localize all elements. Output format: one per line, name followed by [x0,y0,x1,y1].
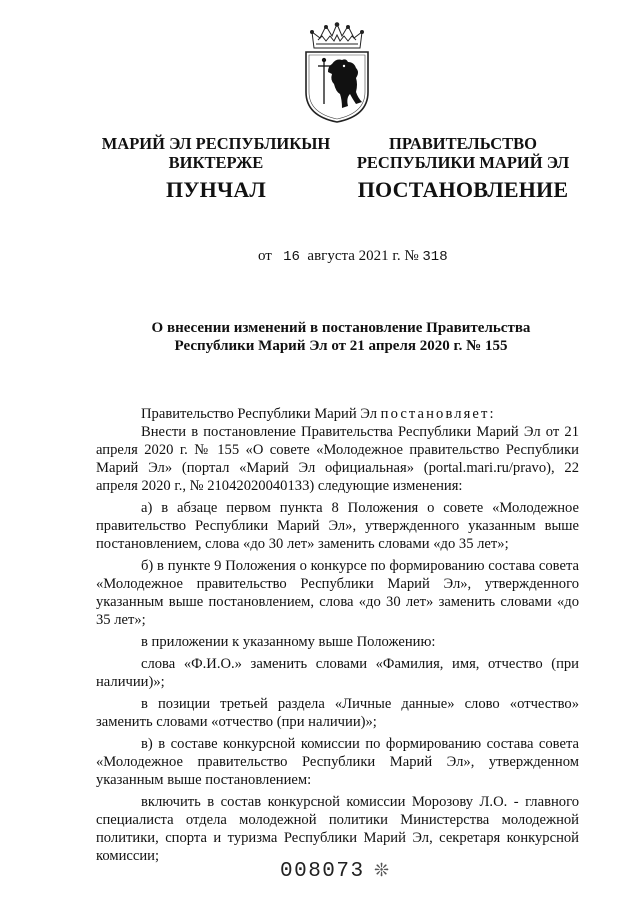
header-left-title: ПУНЧАЛ [166,177,266,202]
paragraph-fio: слова «Ф.И.О.» заменить словами «Фамилия, имя, отчество (при наличии)»; [96,656,579,690]
stamp-star-icon: ❊ [374,860,390,880]
title-line2: Республики Марий Эл от 21 апреля 2020 г. № 155 [174,338,508,354]
document-number: 318 [422,249,448,265]
date-month-year: августа 2021 г. № [307,248,419,264]
header-left-line1: МАРИЙ ЭЛ РЕСПУБЛИКЫН [101,134,331,153]
paragraph-personal-data: в позиции третьей раздела «Личные данные» слово «отчество» заменить словами «отчество (при наличии)»; [96,696,579,730]
preamble-text: Правительство Республики Марий Эл [141,406,381,422]
date-line [258,248,448,265]
paragraph-appendix: в приложении к указанному выше Положению: [141,634,436,650]
paragraph-item-v: в) в составе конкурсной комиссии по формированию состава совета «Молодежное правительство Республики Марий Эл», утвержденном указанным выше постановлением: [96,736,579,788]
title-line1: О внесении изменений в постановление Правительства [151,320,531,336]
date-day: 16 [283,249,300,265]
header-right-title: ПОСТАНОВЛЕНИЕ [357,177,569,202]
document-title [96,319,586,355]
document-body [96,405,579,869]
header-left-line2: ВИКТЕРЖЕ [168,153,264,172]
paragraph-item-b: б) в пункте 9 Положения о конкурсе по формированию состава совета «Молодежное правительство Республики Марий Эл», утвержденного указанным выше постановлением, слова «до 30 лет» заменить словами «до 35 лет»; [96,558,579,628]
paragraph-preamble [96,405,579,423]
serial-number: 008073 [280,860,365,883]
coat-of-arms-icon [300,22,374,124]
paragraph-main: Внести в постановление Правительства Республики Марий Эл от 21 апреля 2020 г. № 155 «О совете «Молодежное правительство Республики Марий Эл» (портал «Марий Эл официальная» (portal.mari.ru/pravo), 22 апреля 2020 г., № 21042020040133) следующие изменения: [96,424,579,494]
date-prefix: от [258,248,272,264]
paragraph-include: включить в состав конкурсной комиссии Морозову Л.О. - главного специалиста отдела молодежной политики Министерства молодежной политики, спорта и туризма Республики Марий Эл, секретаря конкурсной комиссии; [96,794,579,864]
preamble-keyword: постановляет: [380,406,496,422]
header-left [96,134,336,202]
paragraph-item-a: а) в абзаце первом пункта 8 Положения о совете «Молодежное правительство Республики Марий Эл», утвержденного указанным выше постановлением, слова «до 30 лет» заменить словами «до 35 лет»; [96,500,579,552]
header-right-line2: РЕСПУБЛИКИ МАРИЙ ЭЛ [356,153,570,172]
header-right-line1: ПРАВИТЕЛЬСТВО [389,134,537,153]
header-right [352,134,574,202]
